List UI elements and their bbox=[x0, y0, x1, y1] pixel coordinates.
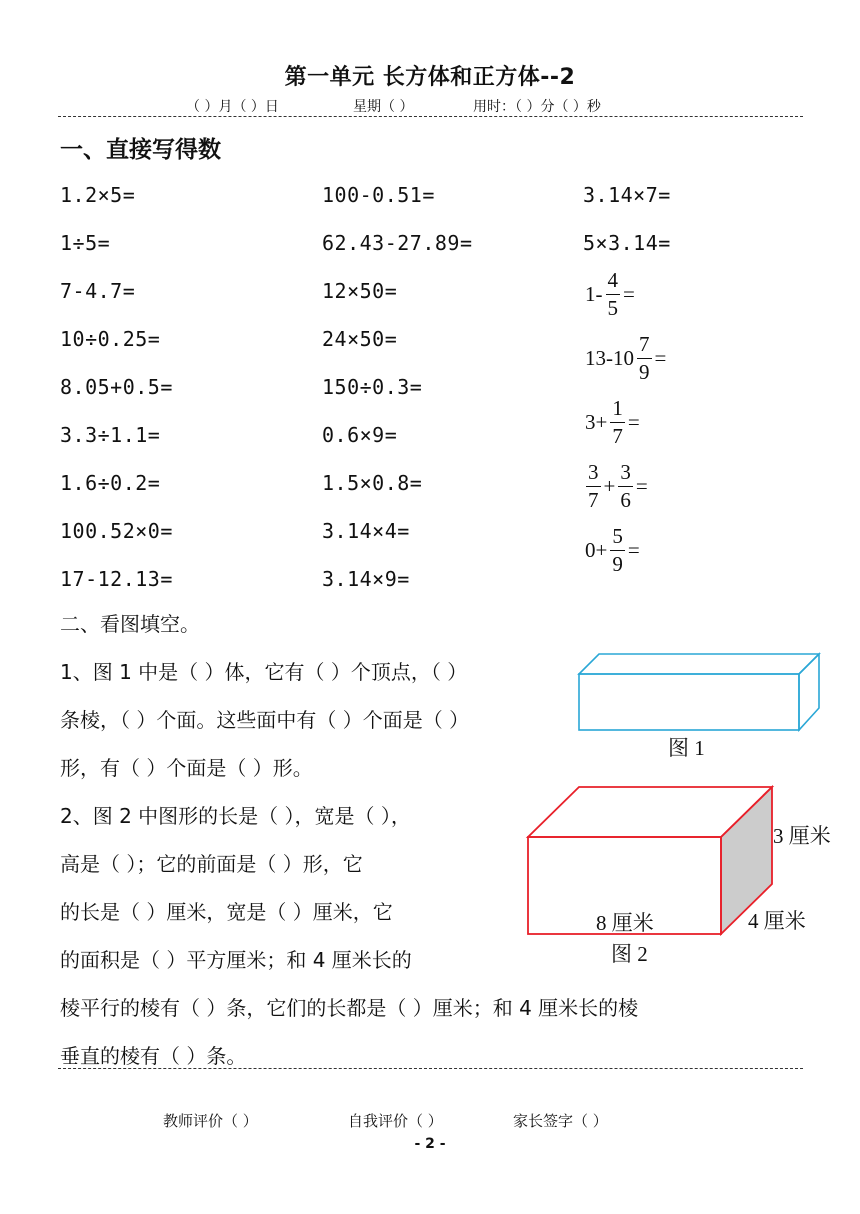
denominator: 5 bbox=[607, 296, 618, 320]
fig1-side-face bbox=[799, 654, 819, 730]
numerator: 4 bbox=[606, 270, 621, 295]
numerator: 5 bbox=[610, 526, 625, 551]
calc-item: 1.2×5= bbox=[60, 183, 136, 207]
figure1-caption: 图 1 bbox=[668, 736, 705, 760]
date-field: （ ）月（ ）日 bbox=[186, 99, 279, 115]
page-title: 第一单元 长方体和正方体--2 bbox=[284, 65, 576, 90]
question-line: 的面积是（ ）平方厘米；和 4 厘米长的 bbox=[60, 948, 412, 972]
calc-item: 3.14×7= bbox=[583, 183, 671, 207]
equals-sign: = bbox=[623, 282, 635, 306]
length-label: 8 厘米 bbox=[596, 911, 654, 935]
figure1-cuboid bbox=[575, 650, 825, 735]
calc-item: 1÷5= bbox=[60, 231, 111, 255]
calc-item: 3.14×4= bbox=[322, 519, 410, 543]
fraction bbox=[606, 270, 621, 319]
question-line: 1、图 1 中是（ ）体，它有（ ）个顶点，（ ） bbox=[60, 660, 468, 684]
calc-item: 150÷0.3= bbox=[322, 375, 423, 399]
calc-item: 0.6×9= bbox=[322, 423, 398, 447]
figure2-caption: 图 2 bbox=[611, 942, 648, 966]
width-label: 4 厘米 bbox=[748, 909, 806, 933]
section1-heading: 一、直接写得数 bbox=[60, 137, 221, 163]
numerator: 3 bbox=[618, 462, 633, 487]
teacher-evaluation: 教师评价（ ） bbox=[163, 1112, 258, 1130]
numerator: 3 bbox=[586, 462, 601, 487]
numerator: 7 bbox=[637, 334, 652, 359]
fig1-top-face bbox=[579, 654, 819, 674]
question-line: 条棱，（ ）个面。这些面中有（ ）个面是（ ） bbox=[60, 708, 470, 732]
calc-item: 1.5×0.8= bbox=[322, 471, 423, 495]
fraction bbox=[618, 462, 633, 511]
denominator: 9 bbox=[639, 360, 650, 384]
calc-item: 7-4.7= bbox=[60, 279, 136, 303]
calc-item: 100-0.51= bbox=[322, 183, 435, 207]
page-number: - 2 - bbox=[414, 1136, 446, 1152]
calc-item: 1.6÷0.2= bbox=[60, 471, 161, 495]
fraction-expression bbox=[585, 270, 635, 319]
expr-prefix: 13-10 bbox=[585, 346, 634, 370]
calc-item: 3.3÷1.1= bbox=[60, 423, 161, 447]
calc-item: 100.52×0= bbox=[60, 519, 173, 543]
weekday-field: 星期（ ） bbox=[353, 99, 414, 115]
question-line: 形，有（ ）个面是（ ）形。 bbox=[60, 756, 313, 780]
equals-sign: = bbox=[635, 474, 648, 498]
calc-item: 5×3.14= bbox=[583, 231, 671, 255]
footer-divider bbox=[58, 1068, 803, 1069]
fraction-expression bbox=[585, 334, 666, 383]
calc-item: 24×50= bbox=[322, 327, 398, 351]
question-line: 高是（ ）；它的前面是（ ）形，它 bbox=[60, 852, 363, 876]
expr-prefix: 3+ bbox=[585, 410, 608, 434]
fraction bbox=[637, 334, 652, 383]
expr-prefix: 1- bbox=[585, 282, 603, 306]
denominator: 7 bbox=[612, 424, 623, 448]
equals-sign: = bbox=[654, 346, 667, 370]
time-field: 用时：（ ）分（ ）秒 bbox=[473, 99, 601, 115]
calc-item: 62.43-27.89= bbox=[322, 231, 473, 255]
equals-sign: = bbox=[627, 410, 640, 434]
numerator: 1 bbox=[610, 398, 625, 423]
denominator: 9 bbox=[612, 552, 623, 576]
question-line: 垂直的棱有（ ）条。 bbox=[60, 1044, 247, 1068]
fig1-front-face bbox=[579, 674, 799, 730]
calc-item: 12×50= bbox=[322, 279, 398, 303]
date-line bbox=[58, 96, 803, 117]
fraction-expression bbox=[585, 398, 640, 447]
calc-item: 17-12.13= bbox=[60, 567, 173, 591]
question-line: 的长是（ ）厘米，宽是（ ）厘米，它 bbox=[60, 900, 393, 924]
fraction bbox=[610, 398, 625, 447]
calc-item: 8.05+0.5= bbox=[60, 375, 173, 399]
denominator: 7 bbox=[588, 488, 599, 512]
expr-prefix: 0+ bbox=[585, 538, 608, 562]
denominator: 6 bbox=[620, 488, 631, 512]
self-evaluation: 自我评价（ ） bbox=[348, 1112, 443, 1130]
fraction bbox=[610, 526, 625, 575]
parent-signature: 家长签字（ ） bbox=[513, 1112, 608, 1130]
fraction bbox=[586, 462, 601, 511]
section2-heading: 二、看图填空。 bbox=[60, 612, 200, 636]
equals-sign: = bbox=[627, 538, 640, 562]
question-line: 棱平行的棱有（ ）条，它们的长都是（ ）厘米；和 4 厘米长的棱 bbox=[60, 996, 639, 1020]
calc-item: 10÷0.25= bbox=[60, 327, 161, 351]
fraction-expression bbox=[583, 462, 648, 511]
calc-item: 3.14×9= bbox=[322, 567, 410, 591]
fraction-expression bbox=[585, 526, 640, 575]
height-label: 3 厘米 bbox=[773, 824, 831, 848]
plus-sign: + bbox=[603, 474, 616, 498]
question-line: 2、图 2 中图形的长是（ ），宽是（ ）， bbox=[60, 804, 411, 828]
